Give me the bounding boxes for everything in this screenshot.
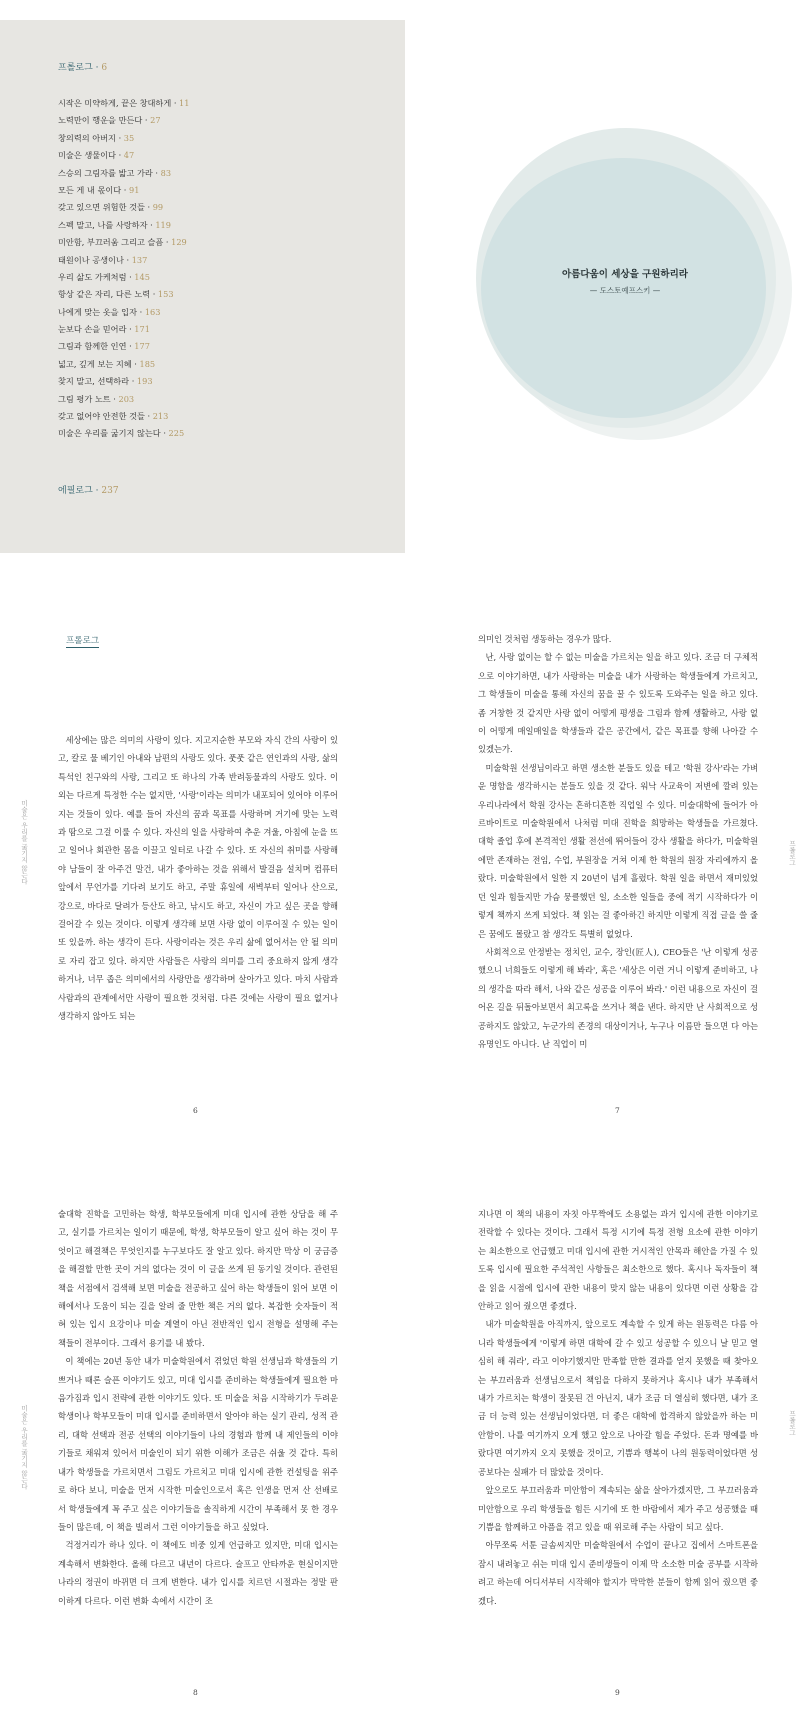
running-head-left-2: 미술은 우리를 굶기지 않는다 (20, 1405, 28, 1490)
paragraph: 지나면 이 책의 내용이 자칫 아무짝에도 소용없는 과거 입시에 관한 이야기로 전락할 수 있다는 것이다. 그래서 특정 시기에 특정 전형 요소에 관한 이야기는 최소한으로 언급했고 미대 입시에 관한 거시적인 안목과 해안을 가질 수 있도록 입시에 필요한 주석적인 사항들은 최소한으로 했다. 혹시나 독자들이 책을 읽을 시점에 입시에 관한 내용이 맞지 않는 내용이 있다면 이런 상황을 감안하고 읽어 줬으면 좋겠다. (478, 1209, 758, 1312)
toc-item[interactable]: 미안함, 부끄러움 그리고 슬픔 · 129 (58, 237, 187, 248)
toc-item[interactable]: 시작은 미약하게, 끝은 창대하게 · 11 (58, 98, 190, 108)
paragraph: 술대학 진학을 고민하는 학생, 학부모들에게 미대 입시에 관한 상담을 해 주고, 실기를 가르치는 일이기 때문에, 학생, 학부모들이 알고 싶어 하는 것이 무엇이고 해결책은 무엇인지를 누구보다도 잘 알고 있다. 하지만 막상 이 궁금증을 해결할 만한 곳이 거의 없다는 것이 이 글을 쓰게 된 동기일 것이다. 관련된 책을 서점에서 검색해 보면 미술을 전공하고 싶어 하는 학생들이 읽어 보면 이해에서나 도움이 되는 길을 알려 줄 만한 책은 거의 없다. 복잡한 숫자들이 적혀 있는 입시 요강이나 미술 계열이 아닌 전반적인 입시 전형을 설명해 주는 책들이 전부이다. 그래서 용기를 내 봤다. (58, 1209, 338, 1348)
toc-item[interactable]: 갖고 없어야 안전한 것들 · 213 (58, 411, 169, 422)
paragraph: 내가 미술학원을 아직까지, 앞으로도 계속할 수 있게 하는 원동력은 다름 아니라 학생들에게 '이렇게 하면 대학에 갈 수 있고 성공할 수 있으니 날 믿고 열심히 해 줘라', 라고 이야기했지만 만족할 만한 결과를 얻지 못했을 때 찾아오는 부끄러움과 선생님으로서 책임을 다하지 못하거나 혹시나 내가 부족해서 내가 가르치는 학생이 잘못된 건 아닌지, 내가 조금 더 열심히 했다면, 내가 조금 더 능력 있는 선생님이었다면, 더 좋은 대학에 합격하지 않았을까 하는 미안함이. 나를 여기까지 오게 했고 앞으로 나아갈 힘을 주었다. 돈과 명예를 바랐다면 여기까지 오지 못했을 것이고, 기쁨과 행복이 나의 원동력이었다면 성공보다는 실패가 더 많았을 것이다. (478, 1319, 758, 1477)
toc-item[interactable]: 태원이나 공생이나 · 137 (58, 254, 148, 265)
toc-item[interactable]: 항상 같은 자리, 다른 노력 · 153 (58, 289, 174, 300)
running-head-right-2: 프롤로그 (788, 1410, 796, 1436)
page-8-body (58, 1205, 338, 1610)
toc-item[interactable]: 넓고, 깊게 보는 지혜 · 185 (58, 358, 156, 369)
toc-item[interactable]: 스펙 말고, 나를 사랑하자 · 119 (58, 219, 171, 230)
toc-panel (0, 20, 405, 553)
page-number-9: 9 (615, 1688, 620, 1697)
toc-item[interactable]: 우리 삶도 가케처럼 · 145 (58, 271, 150, 282)
paragraph: 앞으로도 부끄러움과 미안함이 계속되는 삶을 살아가겠지만, 그 부끄러움과 미안함으로 우리 학생들을 힘든 시기에 또 한 바람에서 제가 주고 성공했을 때 기쁨을 함께하고 아픔을 겪고 있을 때 위로해 주는 사람이 되고 싶다. (478, 1485, 758, 1532)
toc-item[interactable]: 그림과 함께한 인연 · 177 (58, 341, 150, 352)
toc-epilogue[interactable]: 에필로그 · 237 (58, 486, 119, 496)
paragraph: 세상에는 많은 의미의 사랑이 있다. 지고지순한 부모와 자식 간의 사랑이 있고, 칼로 물 베기인 아내와 남편의 사랑도 있다. 풋풋 같은 연인과의 사랑, 삶의 특석인 친구와의 사랑, 그리고 또 하나의 가족 반려동물과의 사랑도 있다. 이외는 다르게 특정한 수는 없지만, '사랑'이라는 의미가 내포되어 있어야 이루어지는 것들이 있다. 예를 들어 자신의 꿈과 목표를 사랑하며 거기에 맞는 노력과 땀으로 그걸 이룰 수 있다. 자신의 일을 사랑하여 추운 겨울, 아침에 눈을 뜨고 일어나 회관한 몸을 이끌고 일터로 나갈 수 있다. 또 자신의 취미를 사랑해야 남들이 잘 아주건 말건, 내가 좋아하는 것을 위해서 발걸음 설치며 컴퓨터 앞에서 무언가를 기다려 보기도 하고, 주말 휴일에 새벽부터 일어나 산으로, 강으로, 바다로 달려가 등산도 하고, 낚시도 하고, 자신이 가고 싶은 곳을 향해 걸어갈 수 있는 것이다. 이렇게 생각해 보면 사랑 없이 이루어질 수 있는 일이 또 있을까. 하는 생각이 든다. 사랑이라는 것은 우리 삶에 없어서는 안 될 의미로 자리 잡고 있다. 하지만 사람들은 사랑의 의미를 그리 중요하지 않게 생각하거나, 너무 좁은 의미에서의 사랑만을 생각하며 살아가고 있다. 마치 사람과 사람과의 관계에서만 사랑이 필요한 것처럼. 다른 것에는 사랑이 필요 없거나 생각하지 않아도 되는 (58, 735, 339, 1022)
paragraph: 걱정거리가 하나 있다. 이 책에도 비중 있게 언급하고 있지만, 미대 입시는 계속해서 변화한다. 올해 다르고 내년이 다르다. 슬프고 안타까운 현실이지만 나라의 정권이 바뀌면 더 크게 변한다. 내가 입시를 치르던 시절과는 정말 판이하게 다르다. 이런 변화 속에서 시간이 조 (58, 1540, 338, 1606)
paragraph: 난, 사랑 없이는 할 수 없는 미술을 가르치는 일을 하고 있다. 조금 더 구체적으로 이야기하면, 내가 사랑하는 미술을 내가 사랑하는 학생들에게 가르치고, 그 학생들이 미술을 통해 자신의 꿈을 꿀 수 있도록 도와주는 일을 하고 있다. 좀 거창한 것 같지만 사랑 없이 어떻게 평생을 그림과 함께 생활하고, 사랑 없이 어떻게 매일매일을 학생들과 같은 공간에서, 같은 목표를 향해 나아갈 수 있겠는가. (478, 652, 758, 755)
paragraph: 의미인 것처럼 생동하는 경우가 많다. (478, 634, 612, 644)
toc-list (58, 95, 189, 443)
chapter-heading: 프롤로그 (66, 636, 100, 646)
running-head-right: 프롤로그 (788, 840, 796, 866)
toc-item[interactable]: 그림 평가 노트 · 203 (58, 393, 135, 404)
toc-item[interactable]: 미술은 생물이다 · 47 (58, 150, 135, 161)
toc-prologue[interactable]: 프롤로그 · 6 (58, 63, 108, 73)
page-number-6: 6 (193, 1106, 198, 1115)
toc-item[interactable]: 눈보다 손을 믿어라 · 171 (58, 324, 150, 335)
toc-item[interactable]: 창의력의 아버지 · 35 (58, 132, 135, 143)
page-number-8: 8 (193, 1688, 198, 1697)
paragraph: 아무쪼록 서툰 글솜씨지만 미술학원에서 수업이 끝나고 집에서 스마트폰을 잠시 내려놓고 쉬는 미대 입시 준비생들이 이제 막 소소한 미술 공부를 시작하려고 하는데 어디서부터 시작해야 할지가 막막한 분들이 함께 읽어 줬으면 좋겠다. (478, 1540, 758, 1606)
epigraph-author: — 도스토예프스키 — (589, 286, 661, 295)
page-9-body (478, 1205, 758, 1610)
epigraph-quote: 아름다움이 세상을 구원하리라 (562, 269, 688, 280)
toc-item[interactable]: 찾지 말고, 선택하라 · 193 (58, 376, 153, 387)
toc-item[interactable]: 스승의 그림자를 밟고 가라 · 83 (58, 167, 172, 178)
paragraph: 이 책에는 20년 동안 내가 미술학원에서 겪었던 학원 선생님과 학생들의 기쁘거나 때론 슬픈 이야기도 있고, 미대 입시를 준비하는 학생들에게 필요한 마음가짐과 입시 전략에 관한 이야기도 있다. 또 미술을 처음 시작하기가 두려운 학생이나 학부모들이 미대 입시를 준비하면서 알아야 하는 실기 관리, 성적 관리, 대학 선택과 전공 선택의 이야기들이 나의 경험과 함께 내 제인들의 이야기들로 채워져 있어서 미술인이 되기 위한 이해가 조금은 쉬울 것 같다. 특히 내가 학생들을 가르치면서 그림도 가르치고 미대 입시에 관한 컨설팅을 위주로 하다 보니, 미술을 먼저 시작한 미술인으로서 혹은 인생을 먼저 산 선배로서 학생들에게 꼭 주고 싶은 이야기들을 솔직하게 시간이 부족해서 못 한 경우들이 많은데, 이 책을 빌려서 그런 이야기들을 하고 싶었다. (58, 1356, 338, 1532)
page-number-7: 7 (615, 1106, 620, 1115)
page-6-body (58, 731, 338, 1026)
toc-item[interactable]: 미술은 우리를 굶기지 않는다 · 225 (58, 428, 185, 439)
toc-item[interactable]: 노력만이 행운을 만든다 · 27 (58, 115, 161, 126)
page-7-body (478, 630, 758, 1053)
running-head-left: 미술은 우리를 굶기지 않는다 (20, 800, 28, 885)
paragraph: 사회적으로 안정받는 정치인, 교수, 장인(匠人), CEO들은 '난 이렇게 성공했으니 너희들도 이렇게 해 봐라', 혹은 '세상은 이런 거니 이렇게 준비하고, 나의 생각을 따라 해서, 나와 같은 성공을 이루어 봐라.' 이런 내용으로 자신이 걸어온 길을 뒤돌아보면서 최고록을 쓰거나 책을 낸다. 하지만 난 사회적으로 성공하지도 않았고, 누군가의 존경의 대상이거나, 누구나 이름만 들으면 다 아는 유명인도 아니다. 난 직업이 미 (478, 946, 758, 1049)
toc-item[interactable]: 나에게 맞는 옷을 입자 · 163 (58, 306, 161, 317)
toc-item[interactable]: 갖고 있으면 위험한 것들 · 99 (58, 202, 164, 213)
paragraph: 미술학원 선생님이라고 하면 생소한 분들도 있을 테고 '학원 강사'라는 가벼운 명함을 생각하시는 분들도 있을 것 같다. 워낙 사교육이 저변에 깔려 있는 우리나라에서 학원 강사는 흔하디흔한 직업일 수 있다. 미술대학에 들어가 아르바이트로 미술학원에서 나처럼 미대 진학을 희망하는 학생들을 가르쳤다. 대학 졸업 후에 본격적인 생활 전선에 뛰어들어 강사 생활을 하다가, 미술학원에만 존재하는 전임, 수업, 부원장을 거쳐 이제 한 학원의 원장 자리에까지 올랐다. 미술학원에서 일한 지 20년이 넘게 흘렀다. 학원 일을 하면서 재미있었던 일과 힘들지만 가슴 뭉클했던 일, 소소한 일들을 중에 적기 시작하다가 이렇게 책까지 쓰게 되었다. 책 읽는 걸 좋아하긴 하지만 이렇게 직접 글을 쓸 줄은 꿈에도 몰랐고 참 생각도 특별히 없었다. (478, 762, 758, 939)
toc-item[interactable]: 모든 게 내 몫이다 · 91 (58, 184, 140, 195)
